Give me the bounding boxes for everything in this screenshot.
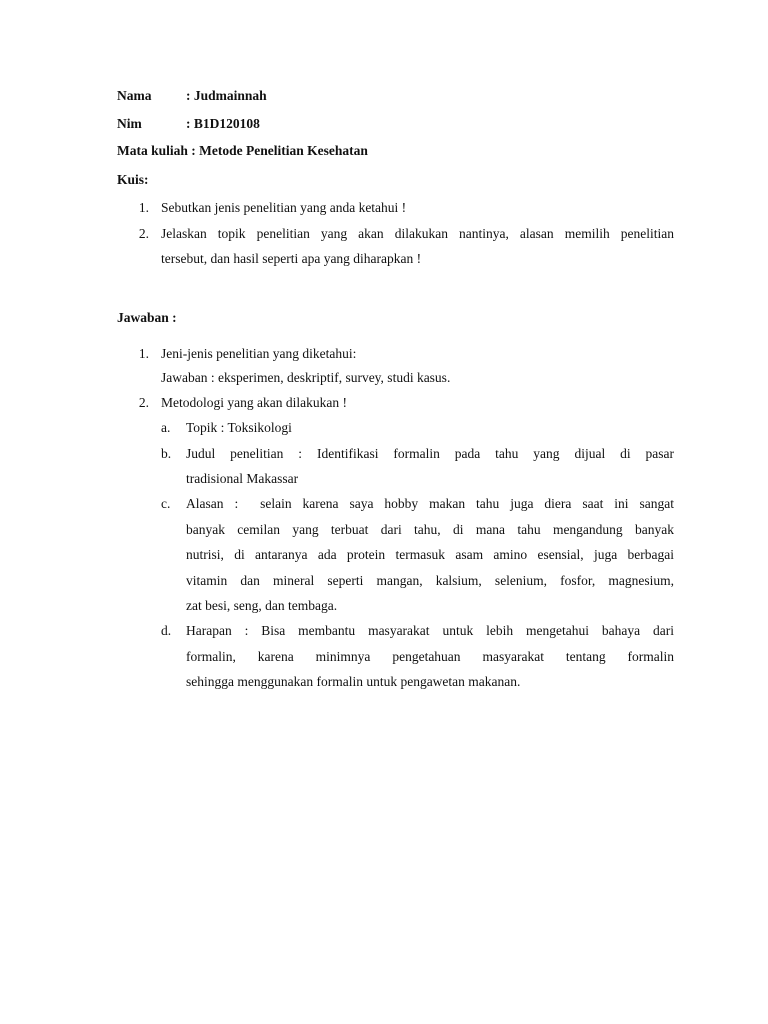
question-text: tersebut, dan hasil seperti apa yang diharapkan ! [161,251,422,266]
name-label: Nama [117,88,152,103]
sub-item-text: tradisional Makassar [186,471,299,486]
sub-item-text: vitamin dan mineral seperti mangan, kalsium, selenium, fosfor, magnesium, [186,573,674,588]
sub-item-text: Harapan : Bisa membantu masyarakat untuk lebih mengetahui bahaya dari [186,623,674,638]
sub-item-text: Alasan : selain karena saya hobby makan tahu juga diera saat ini sangat [186,496,674,511]
answer-text: Jawaban : eksperimen, deskriptif, survey, studi kasus. [161,370,451,385]
sub-item-text: zat besi, seng, dan tembaga. [186,598,338,613]
question-text: Sebutkan jenis penelitian yang anda ketahui ! [161,200,407,215]
sub-item-letter: b. [161,446,172,461]
question-text: Jelaskan topik penelitian yang akan dilakukan nantinya, alasan memilih penelitian [161,226,674,241]
answers-title: Jawaban : [117,310,177,325]
answer-number: 1. [138,346,149,361]
sub-item-letter: d. [161,623,172,638]
sub-item-text: sehingga menggunakan formalin untuk pengawetan makanan. [186,674,521,689]
sub-item-text: Judul penelitian : Identifikasi formalin pada tahu yang dijual di pasar [186,446,674,461]
sub-item-letter: a. [161,420,171,435]
question-number: 2. [138,226,149,241]
sub-item-text: Topik : Toksikologi [186,420,292,435]
answer-text: Jeni-jenis penelitian yang diketahui: [161,346,357,361]
name-value: : Judmainnah [186,88,267,103]
sub-item-text: banyak cemilan yang terbuat dari tahu, di mana tahu mengandung banyak [186,522,674,537]
answer-text: Metodologi yang akan dilakukan ! [161,395,347,410]
question-number: 1. [138,200,149,215]
sub-item-text: formalin, karena minimnya pengetahuan masyarakat tentang formalin [186,649,674,664]
sub-item-letter: c. [161,496,171,511]
nim-label: Nim [117,116,142,131]
course-line: Mata kuliah : Metode Penelitian Kesehatan [117,143,368,158]
quiz-title: Kuis: [117,172,149,187]
answer-number: 2. [138,395,149,410]
nim-value: : B1D120108 [186,116,260,131]
sub-item-text: nutrisi, di antaranya ada protein termasuk asam amino esensial, juga berbagai [186,547,674,562]
